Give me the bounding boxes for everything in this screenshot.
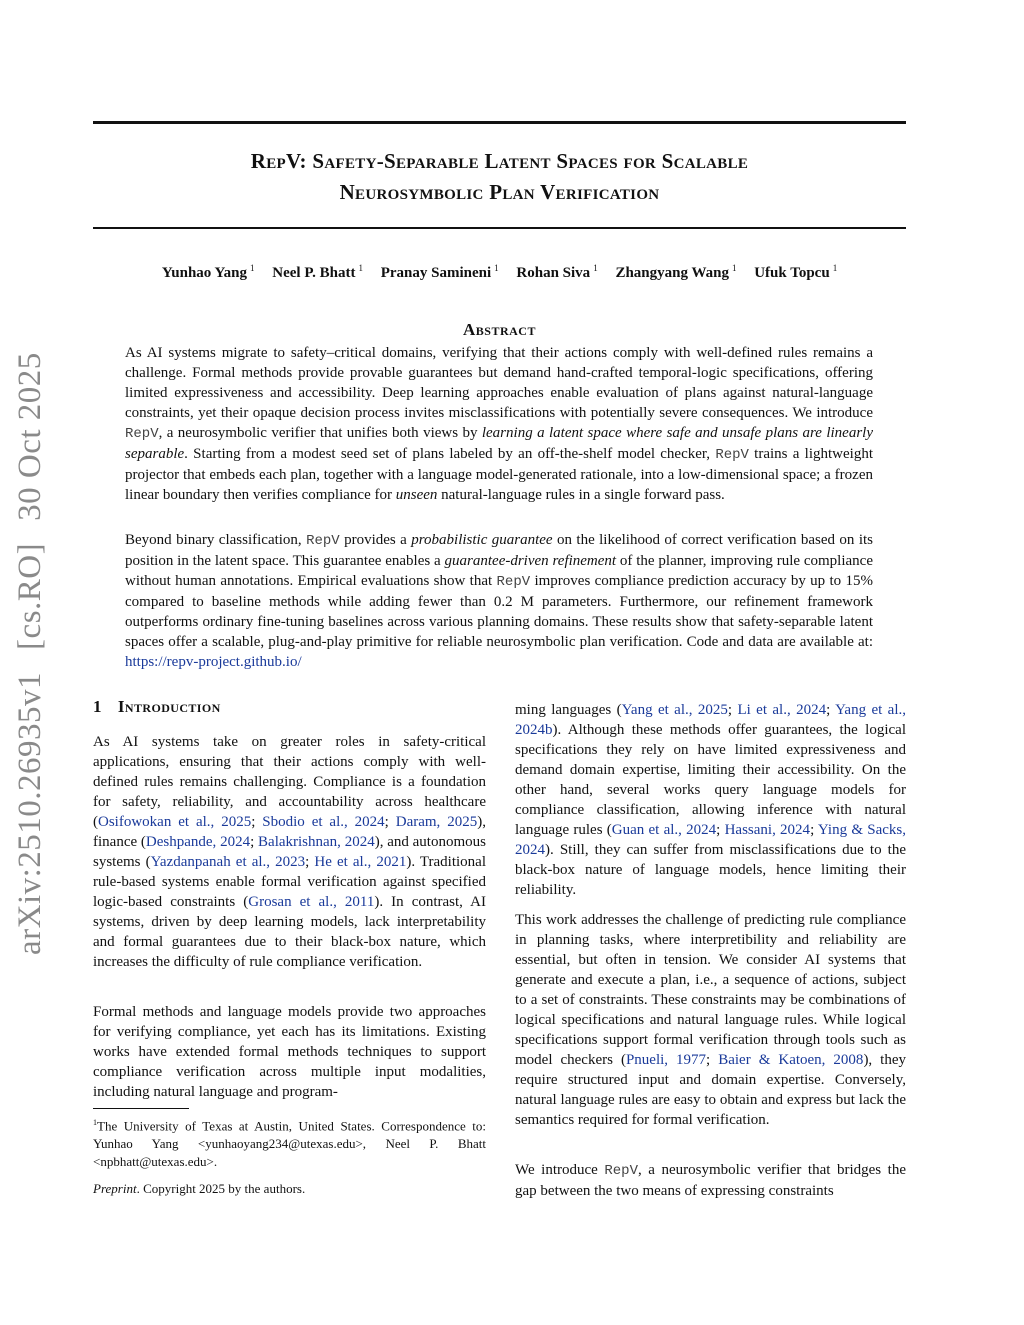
- citation[interactable]: Grosan et al., 2011: [248, 894, 375, 910]
- citation[interactable]: He et al., 2021: [314, 854, 407, 870]
- title-line-1: RepV: Safety-Separable Latent Spaces for Scalable: [250, 149, 749, 173]
- citation[interactable]: Osifowokan et al., 2025: [98, 814, 252, 830]
- citation[interactable]: Sbodio et al., 2024: [262, 814, 385, 830]
- footnote-rule: [93, 1108, 189, 1109]
- abstract-heading: Abstract: [463, 320, 536, 339]
- citation[interactable]: Daram, 2025: [395, 814, 478, 830]
- repv-code: RepV: [715, 447, 749, 463]
- repv-code: RepV: [306, 533, 340, 549]
- intro-paragraph-3: ming languages (Yang et al., 2025; Li et al., 2024; Yang et al., 2024b). Although these methods offer guarantees, the logical specifications they rely on have limited expressiveness and demand domain expertise, limiting their accessibility. On the other hand, several works query language models for compliance classification, allowing inference with natural language rules (Guan et al., 2024; Hassani, 2024; Ying & Sacks, 2024). Still, they can suffer from misclassifications due to the black-box nature of language models, hence limiting their reliability.: [515, 702, 907, 898]
- project-link[interactable]: https://repv-project.github.io/: [125, 654, 302, 670]
- citation[interactable]: Ying & Sacks, 2024: [515, 822, 906, 858]
- author: Rohan Siva $^1$: [516, 263, 598, 281]
- citation[interactable]: Hassani, 2024: [724, 822, 811, 838]
- title-line-2: Neurosymbolic Plan Verification: [339, 180, 660, 204]
- citation[interactable]: Yazdanpanah et al., 2023: [150, 854, 306, 870]
- repv-code: RepV: [125, 426, 159, 442]
- repv-code: RepV: [604, 1163, 638, 1179]
- author: Ufuk Topcu $^1$: [754, 263, 838, 281]
- author: Yunhao Yang $^1$: [161, 263, 255, 281]
- section-heading-introduction: 1 Introduction: [93, 697, 221, 716]
- intro-paragraph-5: We introduce RepV, a neurosymbolic verifier that bridges the gap between the two means of expressing constraints: [515, 1162, 906, 1199]
- intro-paragraph-2: Formal methods and language models provide two approaches for verifying compliance, yet each has its limitations. Existing works have extended formal methods techniques to support compliance verification across multiple input modalities, including natural language and program-: [93, 1004, 486, 1100]
- arxiv-date: 30 Oct 2025: [12, 352, 48, 521]
- intro-paragraph-4: This work addresses the challenge of predicting rule compliance in planning tasks, where interpretibility and reliability are essential, but often in tension. We consider AI systems that generate and execute a plan, i.e., a sequence of actions, subject to a set of constraints. These constraints may be combinations of logical specifications and natural language rules. While logical specifications support formal verification through tools such as model checkers (Pnueli, 1977; Baier & Katoen, 2008), they require structured input and domain expertise. Conversely, natural language rules are easy to obtain and express but lack the semantics required for formal verification.: [515, 912, 907, 1128]
- paper-title: [93, 146, 906, 208]
- abstract-paragraph-1: As AI systems migrate to safety–critical domains, verifying that their actions comply with well-defined rules remains a challenge. Formal methods provide provable guarantees but demand hand-crafted temporal-logic specifications, offering limited expressiveness and accessibility. Deep learning approaches enable evaluation of plans against natural-language constraints, yet their opaque decision process invites misclassifications with potentially severe consequences. We introduce RepV, a neurosymbolic verifier that unifies both views by learning a latent space where safe and unsafe plans are linearly separable. Starting from a modest seed set of plans labeled by an off-the-shelf model checker, RepV trains a lightweight projector that embeds each plan, together with a language model-generated rationale, into a low-dimensional space; a frozen linear boundary then verifies compliance for unseen natural-language rules in a single forward pass.: [125, 345, 874, 503]
- abstract-paragraph-2: Beyond binary classification, RepV provides a probabilistic guarantee on the likelihood of correct verification based on its position in the latent space. This guarantee enables a guarantee-driven refinement of the planner, improving rule compliance without human annotations. Empirical evaluations show that RepV improves compliance prediction accuracy by up to 15% compared to baseline methods while adding fewer than 0.2 M parameters. Furthermore, our refinement framework outperforms ordinary fine-tuning baselines across various planning domains. These results show that safety-separable latent spaces offer a scalable, plug-and-play primitive for reliable neurosymbolic plan verification. Code and data are available at: https://repv-project.github.io/: [125, 532, 874, 670]
- citation[interactable]: Deshpande, 2024: [145, 834, 251, 850]
- author: Neel P. Bhatt $^1$: [272, 263, 363, 281]
- citation[interactable]: Pnueli, 1977: [625, 1052, 707, 1068]
- author: Pranay Samineni $^1$: [380, 263, 499, 281]
- author: Zhangyang Wang $^1$: [615, 263, 737, 281]
- repv-code: RepV: [496, 574, 531, 590]
- arxiv-id: arXiv:2510.26935v1: [12, 671, 48, 955]
- intro-paragraph-1: As AI systems take on greater roles in safety-critical applications, ensuring that their actions comply with well-defined rules remains challenging. Compliance is a foundation for safety, reliability, and accountability across healthcare (Osifowokan et al., 2025; Sbodio et al., 2024; Daram, 2025), finance (Deshpande, 2024; Balakrishnan, 2024), and autonomous systems (Yazdanpanah et al., 2023; He et al., 2021). Traditional rule-based systems enable formal verification against specified logic-based constraints (Grosan et al., 2011). In contrast, AI systems, driven by deep learning models, lack interpretability and formal guarantees due to their black-box nature, which increases the difficulty of rule compliance verification.: [93, 734, 487, 970]
- author-list: [93, 263, 906, 282]
- footnote: $^1$The University of Texas at Austin, United States. Correspondence to: Yunhao Yang <yunhaoyang234@utexas.edu>, Neel P. Bhatt <npbhatt@utexas.edu>.: [93, 1118, 486, 1170]
- title-bottom-rule: [93, 227, 906, 229]
- arxiv-category: [cs.RO]: [12, 542, 48, 650]
- citation[interactable]: Balakrishnan, 2024: [258, 834, 375, 850]
- citation[interactable]: Yang et al., 2024b: [515, 702, 907, 738]
- citation[interactable]: Baier & Katoen, 2008: [718, 1052, 864, 1068]
- title-top-rule: [93, 121, 906, 124]
- citation[interactable]: Li et al., 2024: [737, 702, 827, 718]
- preprint-notice: Preprint. Copyright 2025 by the authors.: [93, 1181, 306, 1196]
- citation[interactable]: Guan et al., 2024: [611, 822, 717, 838]
- arxiv-stamp: [12, 352, 49, 955]
- citation[interactable]: Yang et al., 2025: [621, 702, 728, 718]
